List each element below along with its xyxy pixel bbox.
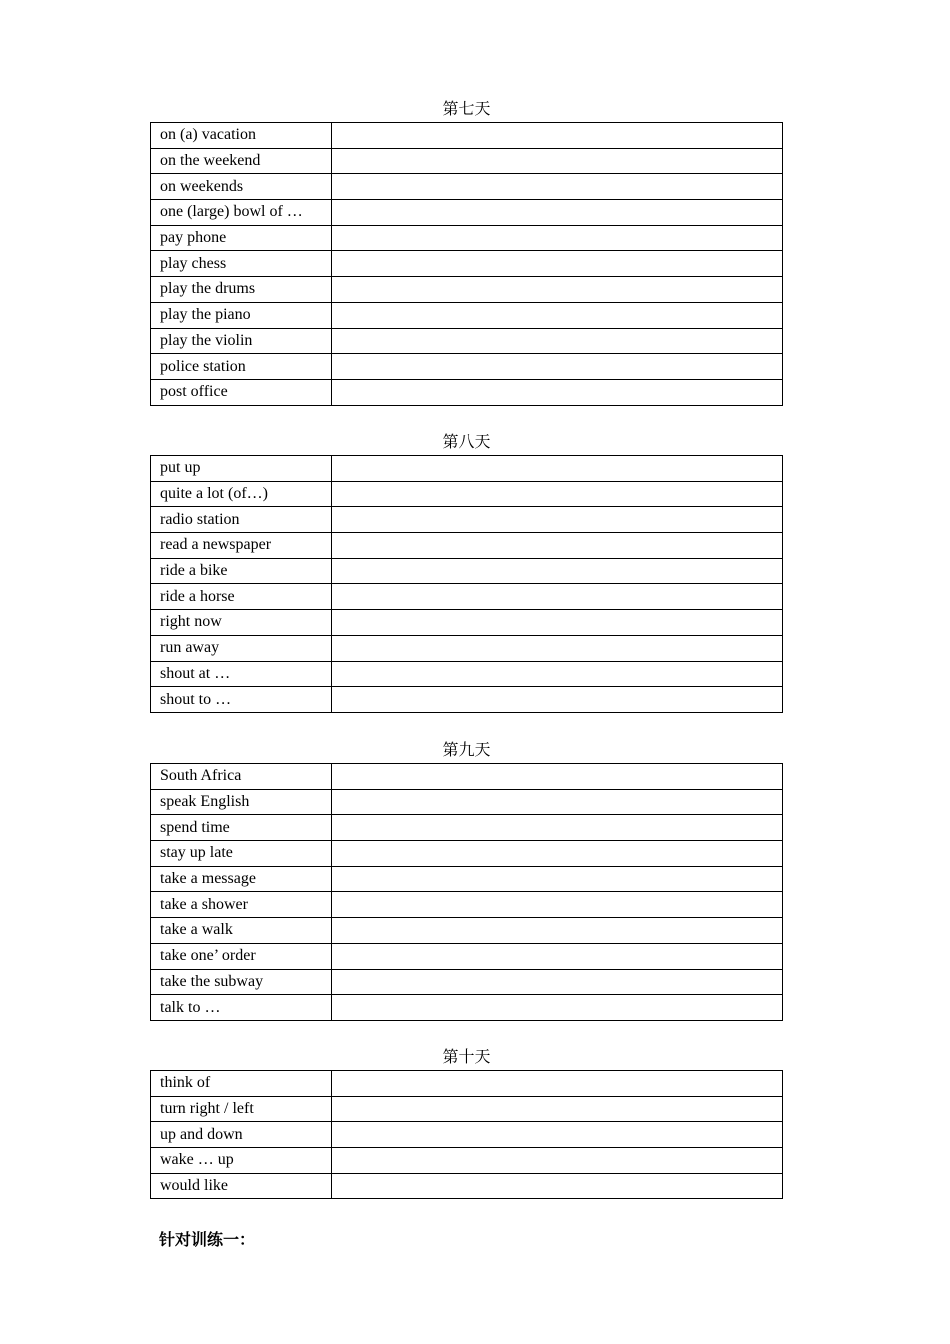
vocab-table: [150, 1070, 783, 1199]
phrase-cell: South Africa: [151, 764, 332, 790]
table-row: [151, 507, 783, 533]
phrase-cell: police station: [151, 354, 332, 380]
answer-cell[interactable]: [332, 969, 783, 995]
table-row: [151, 841, 783, 867]
table-row: [151, 328, 783, 354]
answer-cell[interactable]: [332, 841, 783, 867]
section-title: 第八天: [442, 434, 491, 451]
answer-cell[interactable]: [332, 1122, 783, 1148]
table-row: [151, 123, 783, 149]
table-row: [151, 635, 783, 661]
answer-cell[interactable]: [332, 1071, 783, 1097]
phrase-cell: ride a horse: [151, 584, 332, 610]
answer-cell[interactable]: [332, 661, 783, 687]
answer-cell[interactable]: [332, 943, 783, 969]
table-row: [151, 1122, 783, 1148]
table-row: [151, 969, 783, 995]
phrase-cell: take a walk: [151, 918, 332, 944]
phrase-cell: shout at …: [151, 661, 332, 687]
table-row: [151, 302, 783, 328]
answer-cell[interactable]: [332, 892, 783, 918]
phrase-cell: put up: [151, 456, 332, 482]
phrase-cell: run away: [151, 635, 332, 661]
phrase-cell: take the subway: [151, 969, 332, 995]
phrase-cell: think of: [151, 1071, 332, 1097]
table-row: [151, 354, 783, 380]
table-row: [151, 174, 783, 200]
table-row: [151, 558, 783, 584]
phrase-cell: quite a lot (of…): [151, 481, 332, 507]
table-row: [151, 200, 783, 226]
table-row: [151, 892, 783, 918]
table-row: [151, 866, 783, 892]
exercise-heading: 针对训练一：: [159, 1230, 256, 1249]
answer-cell[interactable]: [332, 507, 783, 533]
table-row: [151, 1173, 783, 1199]
answer-cell[interactable]: [332, 251, 783, 277]
table-row: [151, 277, 783, 303]
answer-cell[interactable]: [332, 918, 783, 944]
table-row: [151, 456, 783, 482]
table-row: [151, 481, 783, 507]
table-row: [151, 764, 783, 790]
answer-cell[interactable]: [332, 866, 783, 892]
phrase-cell: would like: [151, 1173, 332, 1199]
phrase-cell: take one’ order: [151, 943, 332, 969]
vocab-section: [150, 433, 783, 713]
answer-cell[interactable]: [332, 174, 783, 200]
table-row: [151, 1071, 783, 1097]
table-row: [151, 943, 783, 969]
phrase-cell: read a newspaper: [151, 533, 332, 559]
phrase-cell: radio station: [151, 507, 332, 533]
phrase-cell: spend time: [151, 815, 332, 841]
answer-cell[interactable]: [332, 328, 783, 354]
table-row: [151, 379, 783, 405]
phrase-cell: on the weekend: [151, 148, 332, 174]
answer-cell[interactable]: [332, 225, 783, 251]
phrase-cell: take a shower: [151, 892, 332, 918]
phrase-cell: play the piano: [151, 302, 332, 328]
phrase-cell: pay phone: [151, 225, 332, 251]
answer-cell[interactable]: [332, 789, 783, 815]
answer-cell[interactable]: [332, 379, 783, 405]
vocab-section: [150, 1048, 783, 1199]
section-title: 第九天: [442, 742, 491, 759]
table-row: [151, 533, 783, 559]
phrase-cell: on weekends: [151, 174, 332, 200]
answer-cell[interactable]: [332, 1096, 783, 1122]
phrase-cell: shout to …: [151, 687, 332, 713]
phrase-cell: play the drums: [151, 277, 332, 303]
table-row: [151, 687, 783, 713]
table-row: [151, 148, 783, 174]
section-title: 第十天: [442, 1049, 491, 1066]
answer-cell[interactable]: [332, 302, 783, 328]
vocab-section: [150, 741, 783, 1021]
table-row: [151, 995, 783, 1021]
answer-cell[interactable]: [332, 1173, 783, 1199]
answer-cell[interactable]: [332, 481, 783, 507]
phrase-cell: turn right / left: [151, 1096, 332, 1122]
table-row: [151, 251, 783, 277]
table-row: [151, 815, 783, 841]
phrase-cell: talk to …: [151, 995, 332, 1021]
table-row: [151, 610, 783, 636]
answer-cell[interactable]: [332, 123, 783, 149]
answer-cell[interactable]: [332, 277, 783, 303]
table-row: [151, 789, 783, 815]
phrase-cell: right now: [151, 610, 332, 636]
phrase-cell: post office: [151, 379, 332, 405]
section-title: 第七天: [442, 101, 491, 118]
phrase-cell: up and down: [151, 1122, 332, 1148]
table-row: [151, 661, 783, 687]
answer-cell[interactable]: [332, 687, 783, 713]
table-row: [151, 1096, 783, 1122]
table-row: [151, 584, 783, 610]
table-row: [151, 225, 783, 251]
answer-cell[interactable]: [332, 815, 783, 841]
phrase-cell: wake … up: [151, 1148, 332, 1174]
phrase-cell: ride a bike: [151, 558, 332, 584]
phrase-cell: play the violin: [151, 328, 332, 354]
table-row: [151, 918, 783, 944]
answer-cell[interactable]: [332, 533, 783, 559]
phrase-cell: speak English: [151, 789, 332, 815]
vocab-table: [150, 122, 783, 406]
answer-cell[interactable]: [332, 764, 783, 790]
answer-cell[interactable]: [332, 610, 783, 636]
phrase-cell: on (a) vacation: [151, 123, 332, 149]
answer-cell[interactable]: [332, 995, 783, 1021]
table-row: [151, 1148, 783, 1174]
answer-cell[interactable]: [332, 148, 783, 174]
vocab-table: [150, 455, 783, 713]
phrase-cell: take a message: [151, 866, 332, 892]
phrase-cell: one (large) bowl of …: [151, 200, 332, 226]
answer-cell[interactable]: [332, 456, 783, 482]
answer-cell[interactable]: [332, 584, 783, 610]
answer-cell[interactable]: [332, 1148, 783, 1174]
answer-cell[interactable]: [332, 200, 783, 226]
vocab-section: [150, 100, 783, 406]
phrase-cell: stay up late: [151, 841, 332, 867]
phrase-cell: play chess: [151, 251, 332, 277]
answer-cell[interactable]: [332, 558, 783, 584]
vocab-table: [150, 763, 783, 1021]
answer-cell[interactable]: [332, 354, 783, 380]
answer-cell[interactable]: [332, 635, 783, 661]
